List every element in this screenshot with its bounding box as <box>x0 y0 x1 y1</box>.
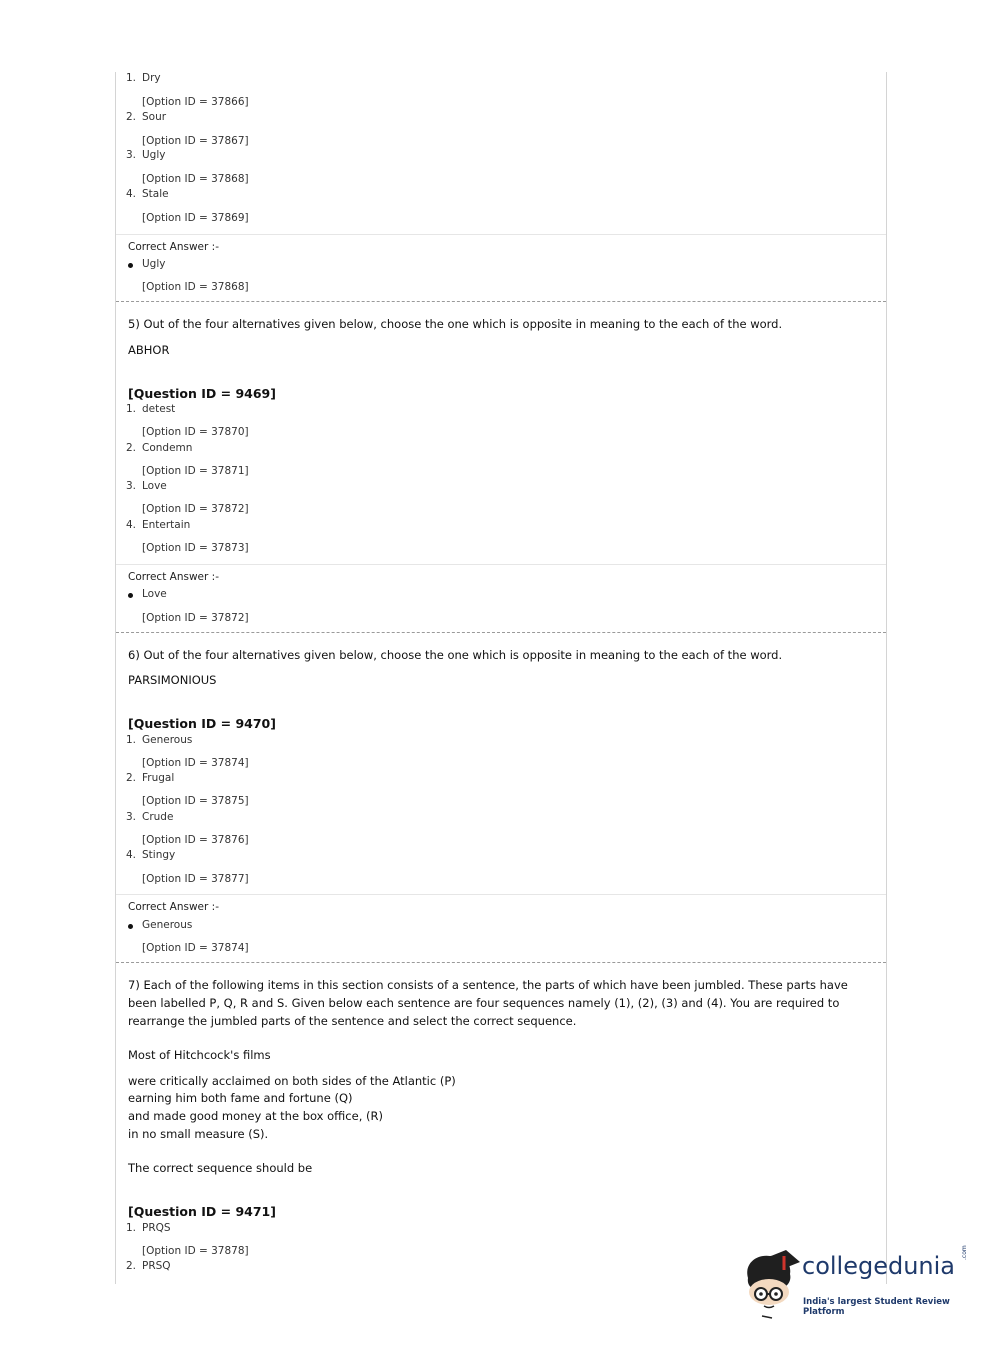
option-id: [Option ID = 37871] <box>142 465 249 477</box>
option-item: 4. Entertain <box>126 519 191 531</box>
question-id: [Question ID = 9469] <box>128 386 276 401</box>
collegedunia-logo <box>742 1245 972 1320</box>
question-divider <box>116 962 886 963</box>
divider <box>116 894 886 895</box>
option-text: Generous <box>142 734 193 746</box>
option-text: Condemn <box>142 442 193 454</box>
jumbled-part: in no small measure (S). <box>128 1127 269 1141</box>
option-text: PRQS <box>142 1222 171 1234</box>
option-id: [Option ID = 37876] <box>142 834 249 846</box>
option-item: 1. Dry <box>126 72 161 84</box>
jumbled-part: and made good money at the box office, (R) <box>128 1109 383 1123</box>
jumbled-part: earning him both fame and fortune (Q) <box>128 1091 353 1105</box>
question-id: [Question ID = 9470] <box>128 716 276 731</box>
option-id: [Option ID = 37870] <box>142 426 249 438</box>
question-stem: Most of Hitchcock's films <box>128 1048 271 1062</box>
correct-answer: Ugly <box>116 258 416 272</box>
option-item: 3. Love <box>126 480 167 492</box>
bullet-icon <box>128 593 133 598</box>
option-text: Sour <box>142 111 167 123</box>
question-divider <box>116 301 886 302</box>
option-text: Love <box>142 480 167 492</box>
question-text: 5) Out of the four alternatives given below, choose the one which is opposite in meaning to the each of the word. <box>128 317 783 331</box>
option-item: 2. Frugal <box>126 772 175 784</box>
option-text: Ugly <box>142 149 166 161</box>
question-id: [Question ID = 9471] <box>128 1204 276 1219</box>
option-item: 3. Ugly <box>126 149 166 161</box>
option-id: [Option ID = 37872] <box>142 503 249 515</box>
jumbled-part: were critically acclaimed on both sides of the Atlantic (P) <box>128 1074 456 1088</box>
logo-wordmark: collegedunia <box>802 1252 956 1280</box>
question-prompt: The correct sequence should be <box>128 1161 313 1175</box>
option-text: Dry <box>142 72 161 84</box>
question-word: PARSIMONIOUS <box>128 673 217 687</box>
option-id: [Option ID = 37875] <box>142 795 249 807</box>
option-id: [Option ID = 37867] <box>142 135 249 147</box>
option-text: Stale <box>142 188 169 200</box>
option-item: 1. Generous <box>126 734 193 746</box>
option-id: [Option ID = 37866] <box>142 96 249 108</box>
divider <box>116 564 886 565</box>
option-text: detest <box>142 403 176 415</box>
option-id: [Option ID = 37869] <box>142 212 249 224</box>
option-id: [Option ID = 37873] <box>142 542 249 554</box>
logo-suffix: .com <box>961 1245 968 1260</box>
option-item: 1. PRQS <box>126 1222 171 1234</box>
correct-answer-label: Correct Answer :- <box>128 241 219 253</box>
option-id: [Option ID = 37874] <box>142 757 249 769</box>
correct-answer-label: Correct Answer :- <box>128 901 219 913</box>
question-word: ABHOR <box>128 343 170 357</box>
correct-answer: Generous <box>116 919 416 933</box>
correct-answer: Love <box>116 588 416 602</box>
option-id: [Option ID = 37874] <box>142 942 249 954</box>
question-text: 6) Out of the four alternatives given below, choose the one which is opposite in meaning to the each of the word. <box>128 648 783 662</box>
question-text: 7) Each of the following items in this section consists of a sentence, the parts of which have been jumbled. These parts have been labelled P, Q, R and S. Given below each sentence are four sequences namely (1), (2), (3) and (4). You are required to rearrange the jumbled parts of the sentence and select the correct sequence. <box>128 978 848 1028</box>
option-text: PRSQ <box>142 1260 171 1272</box>
option-text: Frugal <box>142 772 175 784</box>
option-text: Entertain <box>142 519 191 531</box>
option-id: [Option ID = 37878] <box>142 1245 249 1257</box>
option-id: [Option ID = 37868] <box>142 281 249 293</box>
option-item: 2. Condemn <box>126 442 193 454</box>
option-item: 1. detest <box>126 403 176 415</box>
question-divider <box>116 632 886 633</box>
logo-tagline: India's largest Student Review Platform <box>803 1297 950 1317</box>
option-item: 4. Stale <box>126 188 169 200</box>
document-page <box>115 72 887 1284</box>
option-text: Crude <box>142 811 174 823</box>
bullet-icon <box>128 924 133 929</box>
option-item: 3. Crude <box>126 811 174 823</box>
option-item: 2. PRSQ <box>126 1260 171 1272</box>
mascot-icon <box>742 1248 802 1320</box>
option-item: 2. Sour <box>126 111 167 123</box>
divider <box>116 234 886 235</box>
option-id: [Option ID = 37877] <box>142 873 249 885</box>
correct-answer-label: Correct Answer :- <box>128 571 219 583</box>
bullet-icon <box>128 263 133 268</box>
option-id: [Option ID = 37872] <box>142 612 249 624</box>
option-id: [Option ID = 37868] <box>142 173 249 185</box>
option-item: 4. Stingy <box>126 849 176 861</box>
option-text: Stingy <box>142 849 176 861</box>
